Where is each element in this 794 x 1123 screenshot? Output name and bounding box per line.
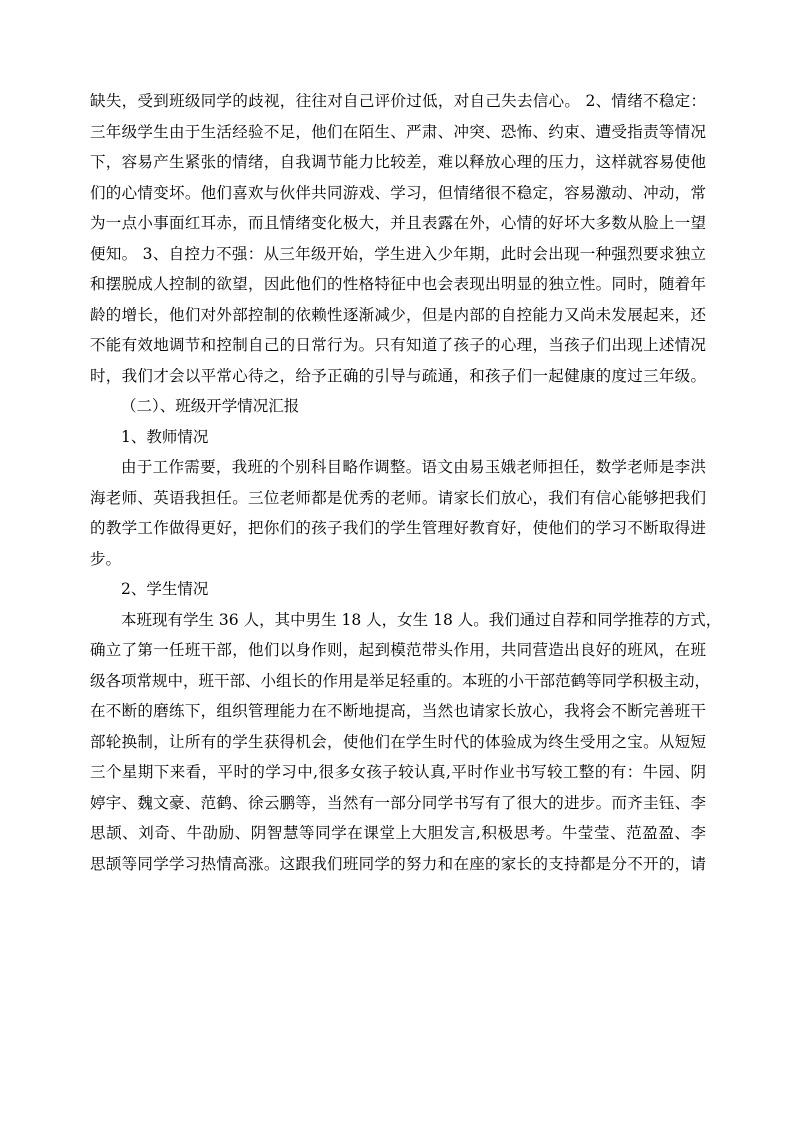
paragraph-line: 海老师、英语我担任。三位老师都是优秀的老师。请家长们放心，我们有信心能够把我们 — [90, 488, 706, 507]
paragraph-line: 思颉等同学学习热情高涨。这跟我们班同学的努力和在座的家长的支持都是分不开的，请 — [90, 854, 706, 873]
paragraph-line: 确立了第一任班干部，他们以身作则，起到模范带头作用，共同营造出良好的班风，在班 — [90, 641, 706, 659]
paragraph-line: 们的心情变坏。他们喜欢与伙伴共同游戏、学习，但情绪很不稳定，容易激动、冲动，常 — [90, 183, 706, 202]
document-body — [90, 86, 722, 879]
paragraph-line: 龄的增长，他们对外部控制的依赖性逐渐减少，但是内部的自控能力又尚未发展起来，还 — [90, 305, 706, 324]
subsection-heading: 1、教师情况 — [121, 427, 209, 446]
paragraph-line: 和摆脱成人控制的欲望，因此他们的性格特征中也会表现出明显的独立性。同时，随着年 — [90, 275, 706, 293]
paragraph-line: 思颉、刘奇、牛劭励、阴智慧等同学在课堂上大胆发言,积极思考。牛莹莹、范盈盈、李 — [90, 824, 706, 842]
paragraph-line: 便知。 3、自控力不强：从三年级开始，学生进入少年期，此时会出现一种强烈要求独立 — [90, 244, 706, 263]
subsection-heading: 2、学生情况 — [121, 580, 209, 598]
paragraph-line: 的教学工作做得更好，把你们的孩子我们的学生管理好教育好，使他们的学习不断取得进 — [90, 519, 706, 537]
paragraph-line: 级各项常规中，班干部、小组长的作用是举足轻重的。本班的小干部范鹤等同学积极主动， — [90, 671, 711, 690]
paragraph-line: 部轮换制，让所有的学生获得机会，使他们在学生时代的体验成为终生受用之宝。从短短 — [90, 732, 706, 751]
paragraph-line: 三年级学生由于生活经验不足，他们在陌生、严肃、冲突、恐怖、约束、遭受指责等情况 — [90, 122, 706, 141]
paragraph-line: 不能有效地调节和控制自己的日常行为。只有知道了孩子的心理，当孩子们出现上述情况 — [90, 336, 706, 354]
paragraph-line: 为一点小事面红耳赤，而且情绪变化极大，并且表露在外，心情的好坏大多数从脸上一望 — [90, 214, 706, 232]
paragraph-line: 步。 — [90, 549, 122, 568]
section-heading: （二）、班级开学情况汇报 — [121, 397, 300, 415]
paragraph-line: 下，容易产生紧张的情绪，自我调节能力比较差，难以释放心理的压力，这样就容易使他 — [90, 153, 706, 171]
paragraph-line: 婷宇、魏文豪、范鹤、徐云鹏等，当然有一部分同学书写有了很大的进步。而齐圭钰、李 — [90, 793, 706, 812]
paragraph-line: 本班现有学生 36 人，其中男生 18 人，女生 18 人。我们通过自荐和同学推荐的方式， — [121, 610, 722, 629]
paragraph-line: 由于工作需要，我班的个别科目略作调整。语文由易玉娥老师担任，数学老师是李洪 — [121, 458, 706, 476]
paragraph-line: 缺失，受到班级同学的歧视，往往对自己评价过低，对自己失去信心。 2、情绪不稳定： — [90, 92, 706, 110]
paragraph-line: 三个星期下来看，平时的学习中,很多女孩子较认真,平时作业书写较工整的有：牛园、阴 — [90, 763, 706, 781]
paragraph-line: 在不断的磨练下，组织管理能力在不断地提高，当然也请家长放心，我将会不断完善班干 — [90, 702, 706, 720]
paragraph-line: 时，我们才会以平常心待之，给予正确的引导与疏通，和孩子们一起健康的度过三年级。 — [90, 366, 706, 385]
